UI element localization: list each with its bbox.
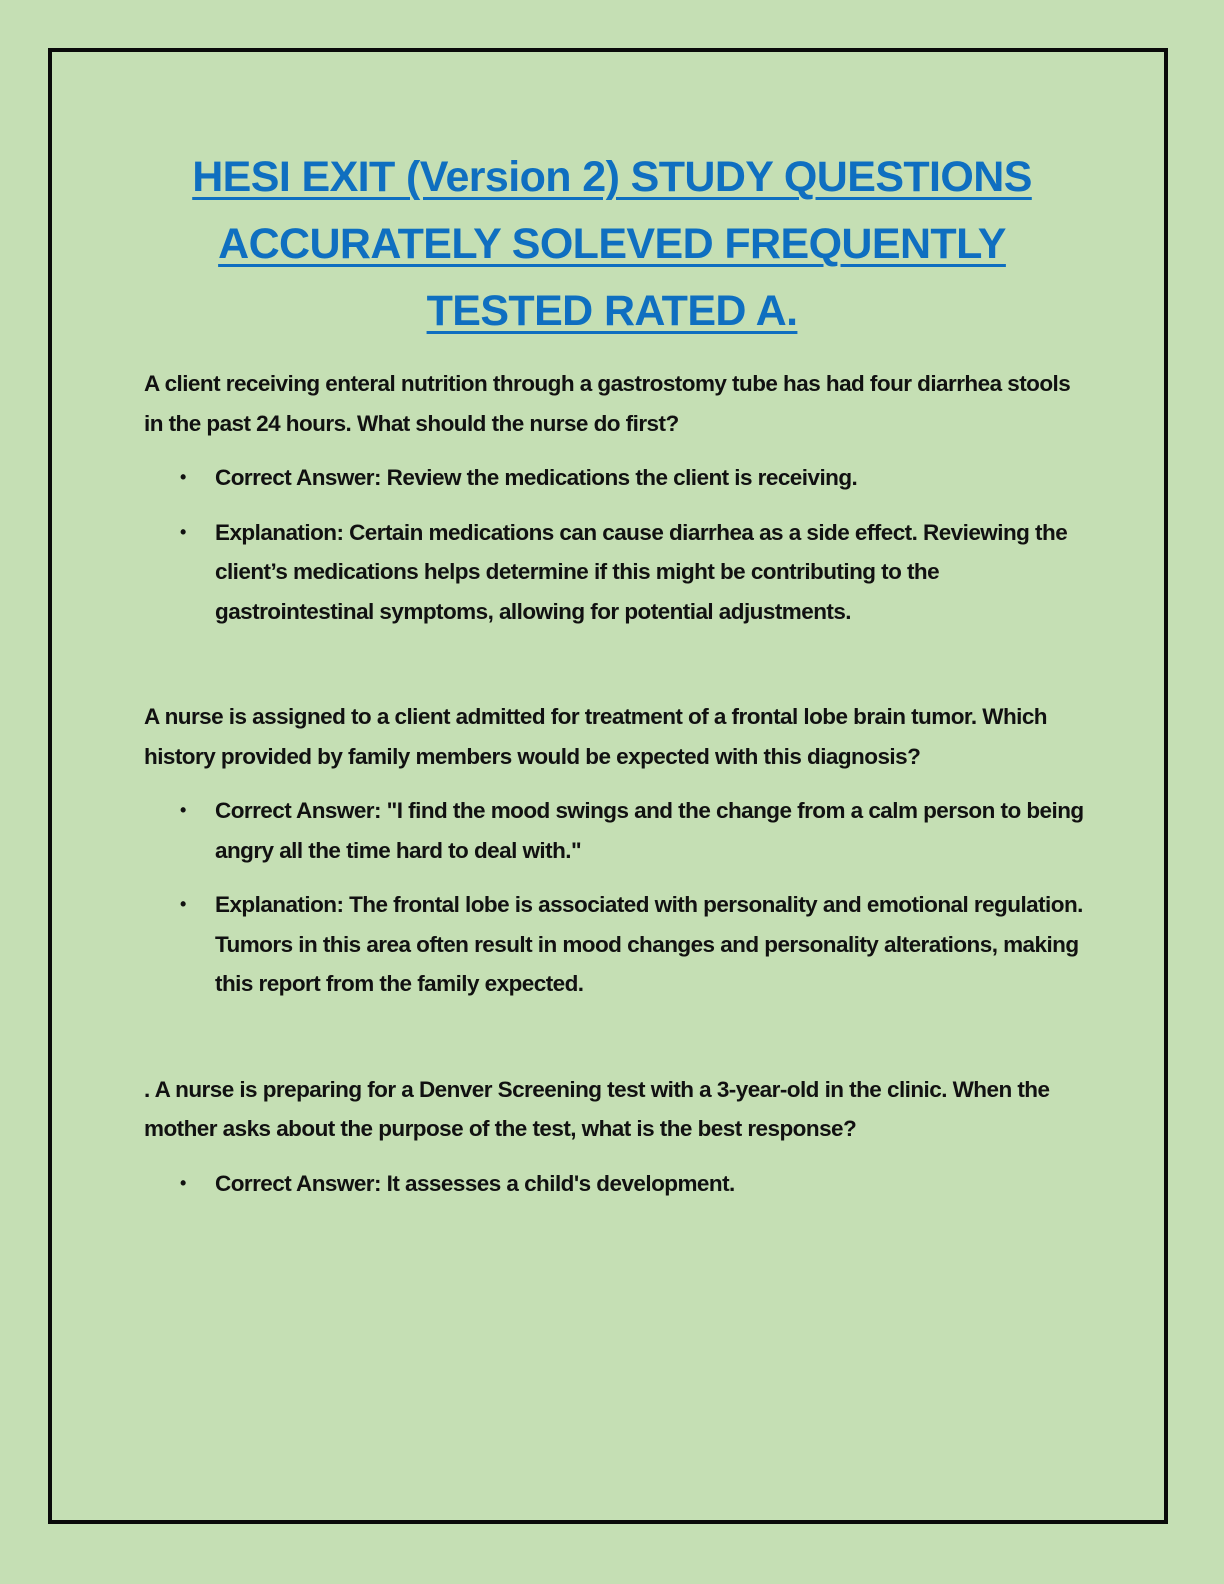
question-block-3 [144,1070,1084,1204]
title-line-1: HESI EXIT (Version 2) STUDY QUESTIONS [192,153,1032,201]
explanation-item [144,513,1084,632]
correct-answer-item [144,1164,1084,1204]
correct-answer-text: Correct Answer: It assesses a child's development. [215,1170,735,1196]
title-line-2: ACCURATELY SOLEVED FREQUENTLY [218,220,1006,268]
question-block-2 [144,697,1084,1004]
bullet-icon: • [180,467,186,487]
answer-list [144,1164,1084,1204]
answer-list [144,791,1084,1004]
correct-answer-text: Correct Answer: Review the medications the client is receiving. [215,465,858,490]
spacer [144,646,1084,697]
correct-answer-item [144,791,1084,870]
correct-answer-text: Correct Answer: "I find the mood swings and the change from a calm person to being angry all the time hard to deal with." [215,798,1084,863]
question-text: A client receiving enteral nutrition through a gastrostomy tube has had four diarrhea stools in the past 24 hours. What should the nurse do first? [144,371,1071,436]
explanation-text: Explanation: Certain medications can cause diarrhea as a side effect. Reviewing the client’s medications helps determine if this might be contributing to the gastrointestinal symptoms, allowing for potential adjustments. [215,519,1068,624]
bullet-icon: • [180,894,186,914]
spacer [144,1019,1084,1070]
question-block-1 [144,364,1084,631]
bullet-icon: • [180,1172,186,1193]
document-body [144,364,1084,1218]
document-title [100,144,1124,345]
title-line-3: TESTED RATED A. [426,287,798,335]
correct-answer-item [144,458,1084,498]
answer-list [144,458,1084,631]
bullet-icon: • [180,521,186,542]
bullet-icon: • [180,800,186,820]
question-text: . A nurse is preparing for a Denver Screening test with a 3-year-old in the clinic. When the mother asks about the purpose of the test, what is the best response? [144,1076,1050,1141]
question-text: A nurse is assigned to a client admitted for treatment of a frontal lobe brain tumor. Which history provided by family members would be expected with this diagnosis? [144,704,1047,769]
explanation-item [144,885,1084,1004]
explanation-text: Explanation: The frontal lobe is associated with personality and emotional regulation. Tumors in this area often result in mood changes and personality alterations, making this report from the family expected. [215,892,1083,996]
